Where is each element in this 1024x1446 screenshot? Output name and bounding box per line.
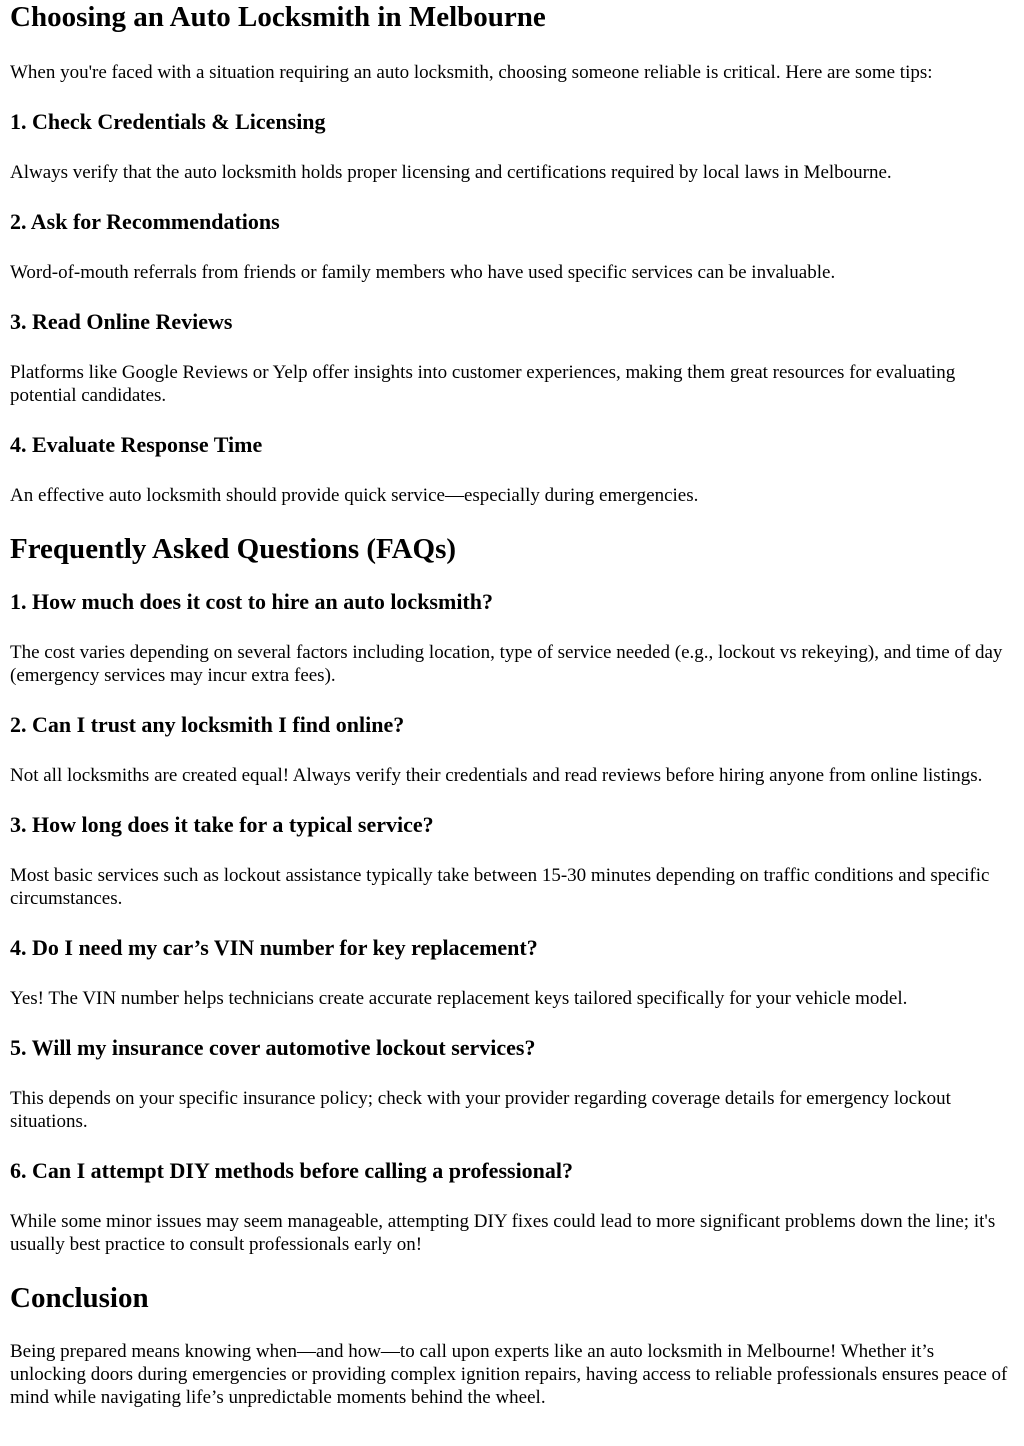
tip-heading-reviews: 3. Read Online Reviews	[10, 309, 233, 334]
faq-answer-diy: While some minor issues may seem manageable, attempting DIY fixes could lead to more significant problems down the line; it's usually best practice to consult professionals early on!	[10, 1211, 996, 1255]
faq-question-vin: 4. Do I need my car’s VIN number for key replacement?	[10, 935, 538, 960]
faq-answer-cost: The cost varies depending on several factors including location, type of service needed (e.g., lockout vs rekeying), and time of day (emergency services may incur extra fees).	[10, 642, 1003, 686]
tip-body-credentials: Always verify that the auto locksmith holds proper licensing and certifications required by local laws in Melbourne.	[10, 162, 892, 183]
section-title-conclusion: Conclusion	[10, 1282, 149, 1314]
faq-question-diy: 6. Can I attempt DIY methods before calling a professional?	[10, 1158, 574, 1183]
section-title-choosing: Choosing an Auto Locksmith in Melbourne	[10, 1, 546, 33]
tip-heading-recommendations: 2. Ask for Recommendations	[10, 209, 280, 234]
section-title-faqs: Frequently Asked Questions (FAQs)	[10, 533, 457, 565]
faq-answer-vin: Yes! The VIN number helps technicians create accurate replacement keys tailored specifically for your vehicle model.	[10, 988, 908, 1009]
tip-body-response-time: An effective auto locksmith should provide quick service—especially during emergencies.	[10, 485, 699, 506]
conclusion-paragraph: Being prepared means knowing when—and how—to call upon experts like an auto locksmith in Melbourne! Whether it’s unlocking doors during emergencies or providing complex ignition repairs, having access to reliable professionals ensures peace of mind while navigating life’s unpredictable moments behind the wheel.	[10, 1341, 1008, 1408]
faq-question-trust: 2. Can I trust any locksmith I find online?	[10, 712, 405, 737]
faq-question-insurance: 5. Will my insurance cover automotive lockout services?	[10, 1035, 536, 1060]
faq-answer-duration: Most basic services such as lockout assistance typically take between 15-30 minutes depending on traffic conditions and specific circumstances.	[10, 865, 990, 909]
tip-heading-credentials: 1. Check Credentials & Licensing	[10, 109, 326, 134]
tip-body-recommendations: Word-of-mouth referrals from friends or family members who have used specific services can be invaluable.	[10, 262, 836, 283]
intro-paragraph: When you're faced with a situation requiring an auto locksmith, choosing someone reliable is critical. Here are some tips:	[10, 62, 933, 83]
faq-question-duration: 3. How long does it take for a typical service?	[10, 812, 434, 837]
tip-body-reviews: Platforms like Google Reviews or Yelp offer insights into customer experiences, making them great resources for evaluating potential candidates.	[10, 362, 956, 406]
faq-question-cost: 1. How much does it cost to hire an auto locksmith?	[10, 589, 493, 614]
faq-answer-trust: Not all locksmiths are created equal! Always verify their credentials and read reviews before hiring anyone from online listings.	[10, 765, 983, 786]
tip-heading-response-time: 4. Evaluate Response Time	[10, 432, 263, 457]
faq-answer-insurance: This depends on your specific insurance policy; check with your provider regarding coverage details for emergency lockout situations.	[10, 1088, 951, 1132]
